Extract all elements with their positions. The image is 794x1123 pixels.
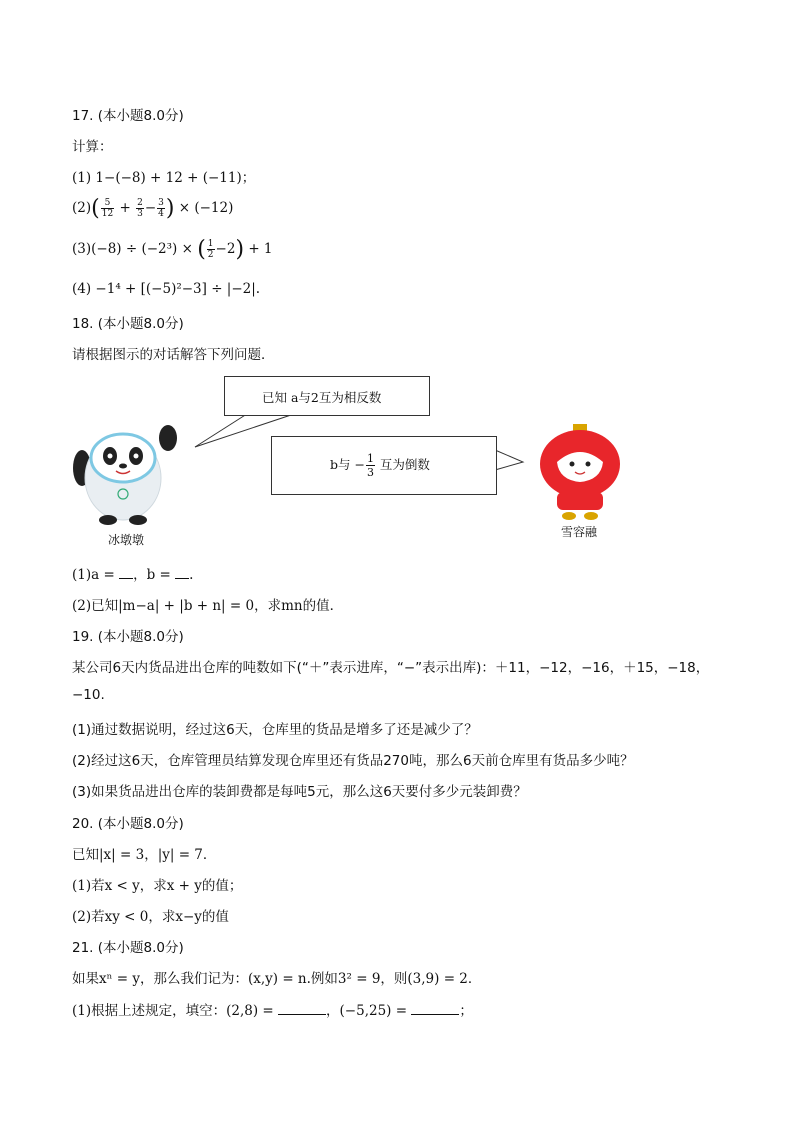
speech-bubble-2-text: b与 − $\frac{1}{3}$ 互为倒数 xyxy=(330,452,430,479)
q17-part2-fraction2: $\frac{2}{3}$ xyxy=(137,198,143,219)
q21-definition: 如果xⁿ = y，那么我们记为：(x,y) = n.例如3² = 9，则(3,9) = 2． xyxy=(72,971,482,987)
q19-part3: (3)如果货品进出仓库的装卸费都是每吨5元，那么这6天要付多少元装卸费？ xyxy=(72,784,527,800)
q18-prompt: 请根据图示的对话解答下列问题． xyxy=(72,347,275,363)
q17-part1-label: (1) xyxy=(72,170,92,186)
q20-header: 20. (本小题8.0分) xyxy=(72,816,184,832)
q17-part3-fraction: $\frac{1}{2}$ xyxy=(207,239,214,260)
q21-header: 21. (本小题8.0分) xyxy=(72,940,184,956)
q19-statement-line2: −10. xyxy=(72,687,105,703)
q18-header: 18. (本小题8.0分) xyxy=(72,316,184,332)
q19-statement-line1: 某公司6天内货品进出仓库的吨数如下(“＋”表示进库，“−”表示出库)：＋11，−12，−16，＋15，−18， xyxy=(72,660,710,676)
q17-prompt: 计算： xyxy=(72,139,113,155)
q20-part1: (1)若x < y，求x + y的值； xyxy=(72,878,243,894)
q18-part2: (2)已知|m−a| + |b + n| = 0，求mn的值． xyxy=(72,598,344,614)
q19-part1: (1)通过数据说明，经过这6天，仓库里的货品是增多了还是减少了？ xyxy=(72,722,478,738)
left-mascot-caption: 冰墩墩 xyxy=(108,533,145,547)
q17-part3: (3)(−8) ÷ (−2³) × ( $\frac{1}{2}$ −2) + 1 xyxy=(72,237,273,262)
speech-bubble-1-text: 已知 a与2互为相反数 xyxy=(262,390,382,405)
q17-part3-label: (3) xyxy=(72,241,92,257)
q17-part2: (2)( $\frac{5}{12}$ + $\frac{2}{3}$ − $\frac{3}{4}$ ) × (−12) xyxy=(72,196,234,221)
q20-part2: (2)若xy < 0，求x−y的值 xyxy=(72,909,229,925)
shuey-rhon-rhon-mascot xyxy=(535,422,625,522)
q17-part2-fraction3: $\frac{3}{4}$ xyxy=(158,198,164,219)
q17-header: 17. (本小题8.0分) xyxy=(72,108,184,124)
q18-answer-blank-a[interactable] xyxy=(119,566,133,579)
q17-part2-label: (2) xyxy=(72,200,92,216)
q18-answer-blank-b[interactable] xyxy=(175,566,189,579)
q17-part2-fraction1: $\frac{5}{12}$ xyxy=(101,198,114,219)
bing-dwen-dwen-mascot xyxy=(68,416,188,526)
right-mascot-caption: 雪容融 xyxy=(561,525,598,539)
q17-part4-expr: −1⁴ + [(−5)²−3] ÷ |−2|. xyxy=(95,281,261,297)
q20-given: 已知|x| = 3，|y| = 7． xyxy=(72,847,217,863)
q21-answer-blank-1[interactable] xyxy=(278,1002,326,1015)
q17-part1-expr: 1−(−8) + 12 + (−11)； xyxy=(95,170,256,186)
q19-part2: (2)经过这6天，仓库管理员结算发现仓库里还有货品270吨，那么6天前仓库里有货品多少吨？ xyxy=(72,753,634,769)
q21-part1: (1)根据上述规定，填空：(2,8) = ，(−5,25) = ； xyxy=(72,1003,473,1019)
q17-part4-label: (4) xyxy=(72,281,92,297)
q19-header: 19. (本小题8.0分) xyxy=(72,629,184,645)
q18-part1: (1)a = ，b = . xyxy=(72,567,194,583)
q21-answer-blank-2[interactable] xyxy=(411,1002,459,1015)
